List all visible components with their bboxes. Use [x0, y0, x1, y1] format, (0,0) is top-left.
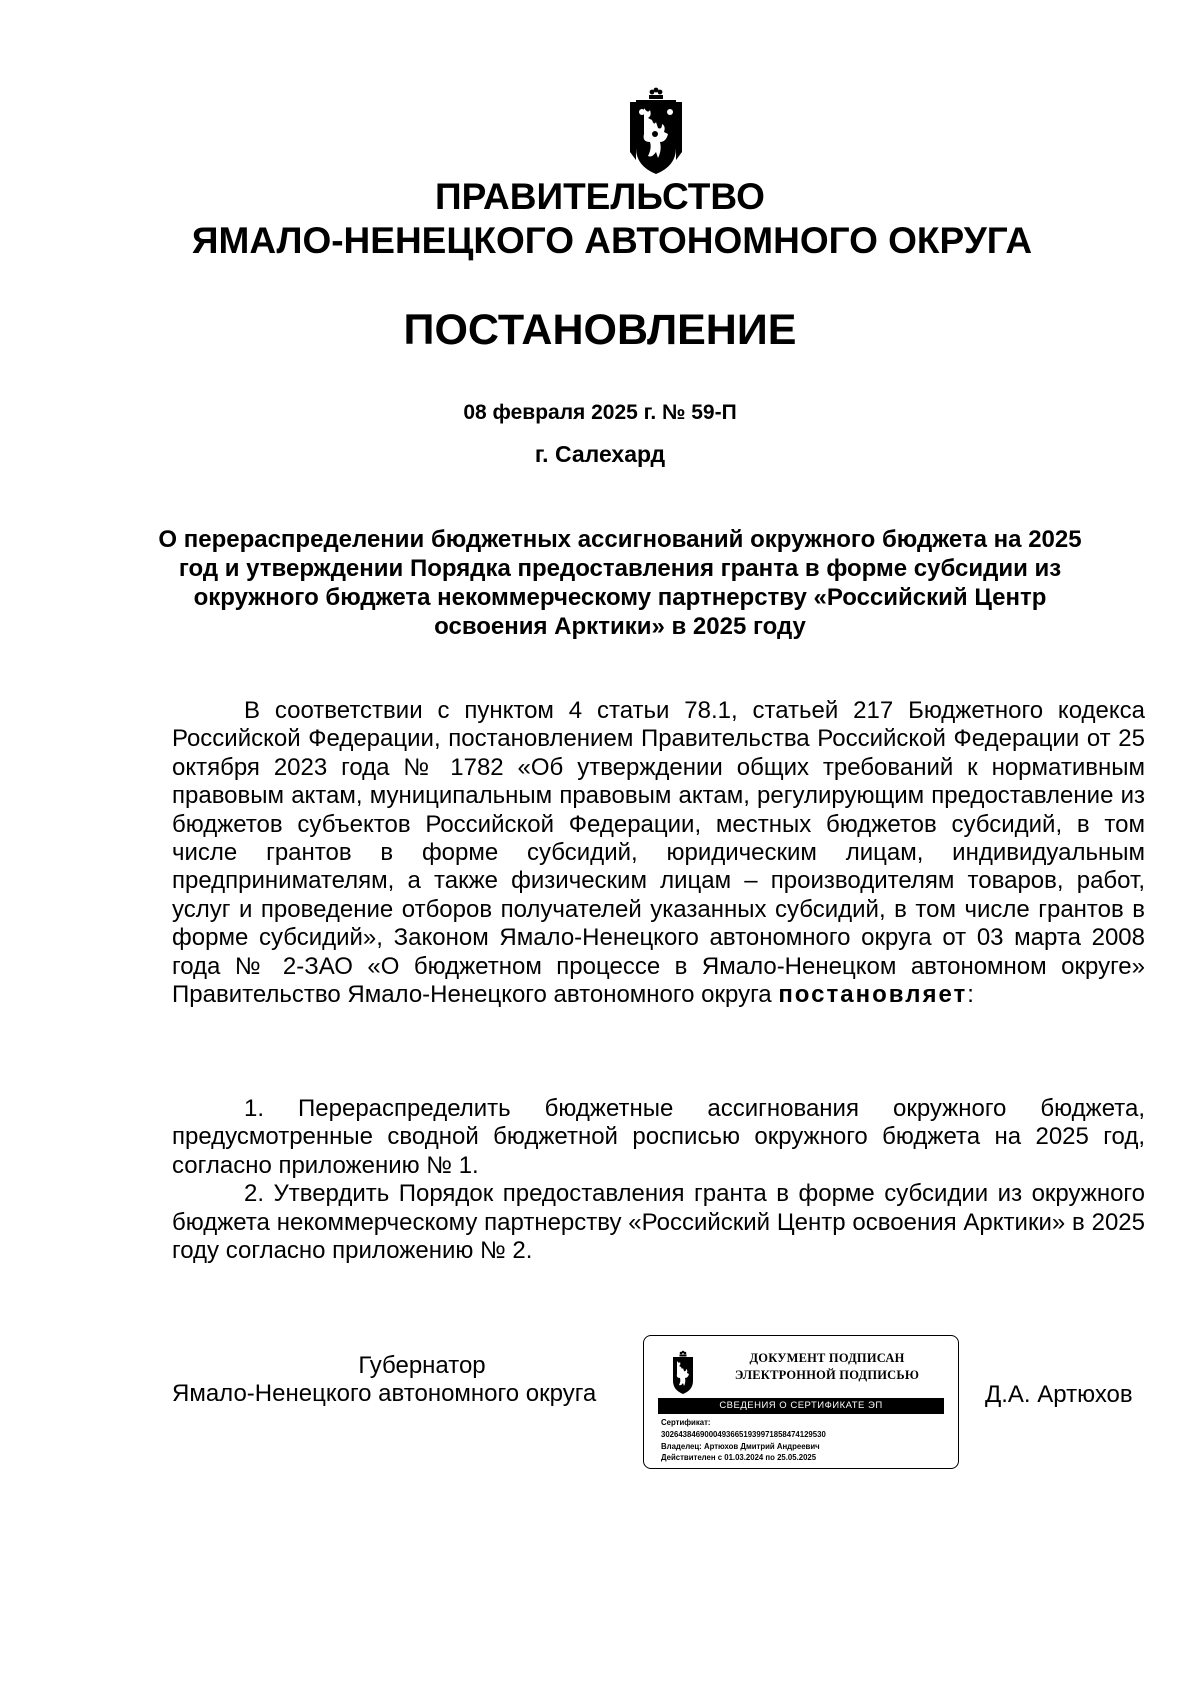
signatory-name: Д.А. Артюхов [985, 1381, 1133, 1408]
decree-item-1: 1. Перераспределить бюджетные ассигнования окружного бюджета, предусмотренные сводной бюджетной росписью окружного бюджета на 2025 год, согласно приложению № 1. [172, 1095, 1145, 1179]
document-title: О перераспределении бюджетных ассигнований окружного бюджета на 2025 год и утверждении Порядка предоставления гранта в форме субсидии из окружного бюджета некоммерческому партнерству «Российский Центр освоения Арктики» в 2025 году [158, 526, 1082, 640]
stamp-owner: Владелец: Артюхов Дмитрий Андреевич [661, 1441, 820, 1451]
decree-word: постановляет [778, 981, 968, 1009]
preamble-text: В соответствии с пунктом 4 статьи 78.1, статьей 217 Бюджетного кодекса Российской Федерации, постановлением Правительства Российской Федерации от 25 октября 2023 года № 1782 «Об утверждении общих требований к нормативным правовым актам, муниципальным правовым актам, регулирующим предоставление из бюджетов субъектов Российской Федерации, местных бюджетов субсидий, в том числе грантов в форме субсидий, юридическим лицам, индивидуальным предпринимателям, а также физическим лицам – производителям товаров, работ, услуг и проведение отборов получателей указанных субсидий, в том числе грантов в форме субсидий», Законом Ямало-Ненецкого автономного округа от 03 марта 2008 года № 2-ЗАО «О бюджетном процессе в Ямало-Ненецком автономном округе» Правительство Ямало-Ненецкого автономного округа [172, 697, 1145, 1009]
organization-name-line1: ПРАВИТЕЛЬСТВО [435, 176, 765, 217]
document-type: ПОСТАНОВЛЕНИЕ [403, 306, 797, 354]
decree-item-2: 2. Утвердить Порядок предоставления гранта в форме субсидии из окружного бюджета некоммерческому партнерству «Российский Центр освоения Арктики» в 2025 году согласно приложению № 2. [172, 1180, 1145, 1265]
stamp-cert-number: 30264384690004936651939971858474129530 [661, 1429, 826, 1439]
signatory-position-line1: Губернатор [358, 1352, 486, 1379]
stamp-emblem-icon [668, 1350, 698, 1396]
stamp-header-line1: ДОКУМЕНТ ПОДПИСАН [749, 1351, 905, 1365]
stamp-header-line2: ЭЛЕКТРОННОЙ ПОДПИСЬЮ [734, 1368, 920, 1382]
document-city: г. Салехард [534, 441, 666, 467]
document-date-number: 08 февраля 2025 г. № 59-П [463, 401, 737, 424]
preamble-paragraph [172, 697, 1145, 1009]
stamp-cert-label: Сертификат: [661, 1418, 711, 1427]
organization-name-line2: ЯМАЛО-НЕНЕЦКОГО АВТОНОМНОГО ОКРУГА [191, 220, 1033, 261]
yamal-coat-of-arms-icon [628, 86, 684, 178]
preamble-tail: : [967, 981, 974, 1009]
signatory-position [172, 1352, 632, 1409]
stamp-validity: Действителен с 01.03.2024 по 25.05.2025 [661, 1453, 817, 1463]
electronic-signature-stamp [643, 1335, 959, 1469]
signatory-position-line2: Ямало-Ненецкого автономного округа [172, 1380, 597, 1408]
stamp-certificate-info [661, 1417, 951, 1464]
stamp-header [704, 1350, 950, 1384]
decree-items [172, 1095, 1145, 1265]
stamp-certificate-bar: СВЕДЕНИЯ О СЕРТИФИКАТЕ ЭП [658, 1398, 944, 1414]
